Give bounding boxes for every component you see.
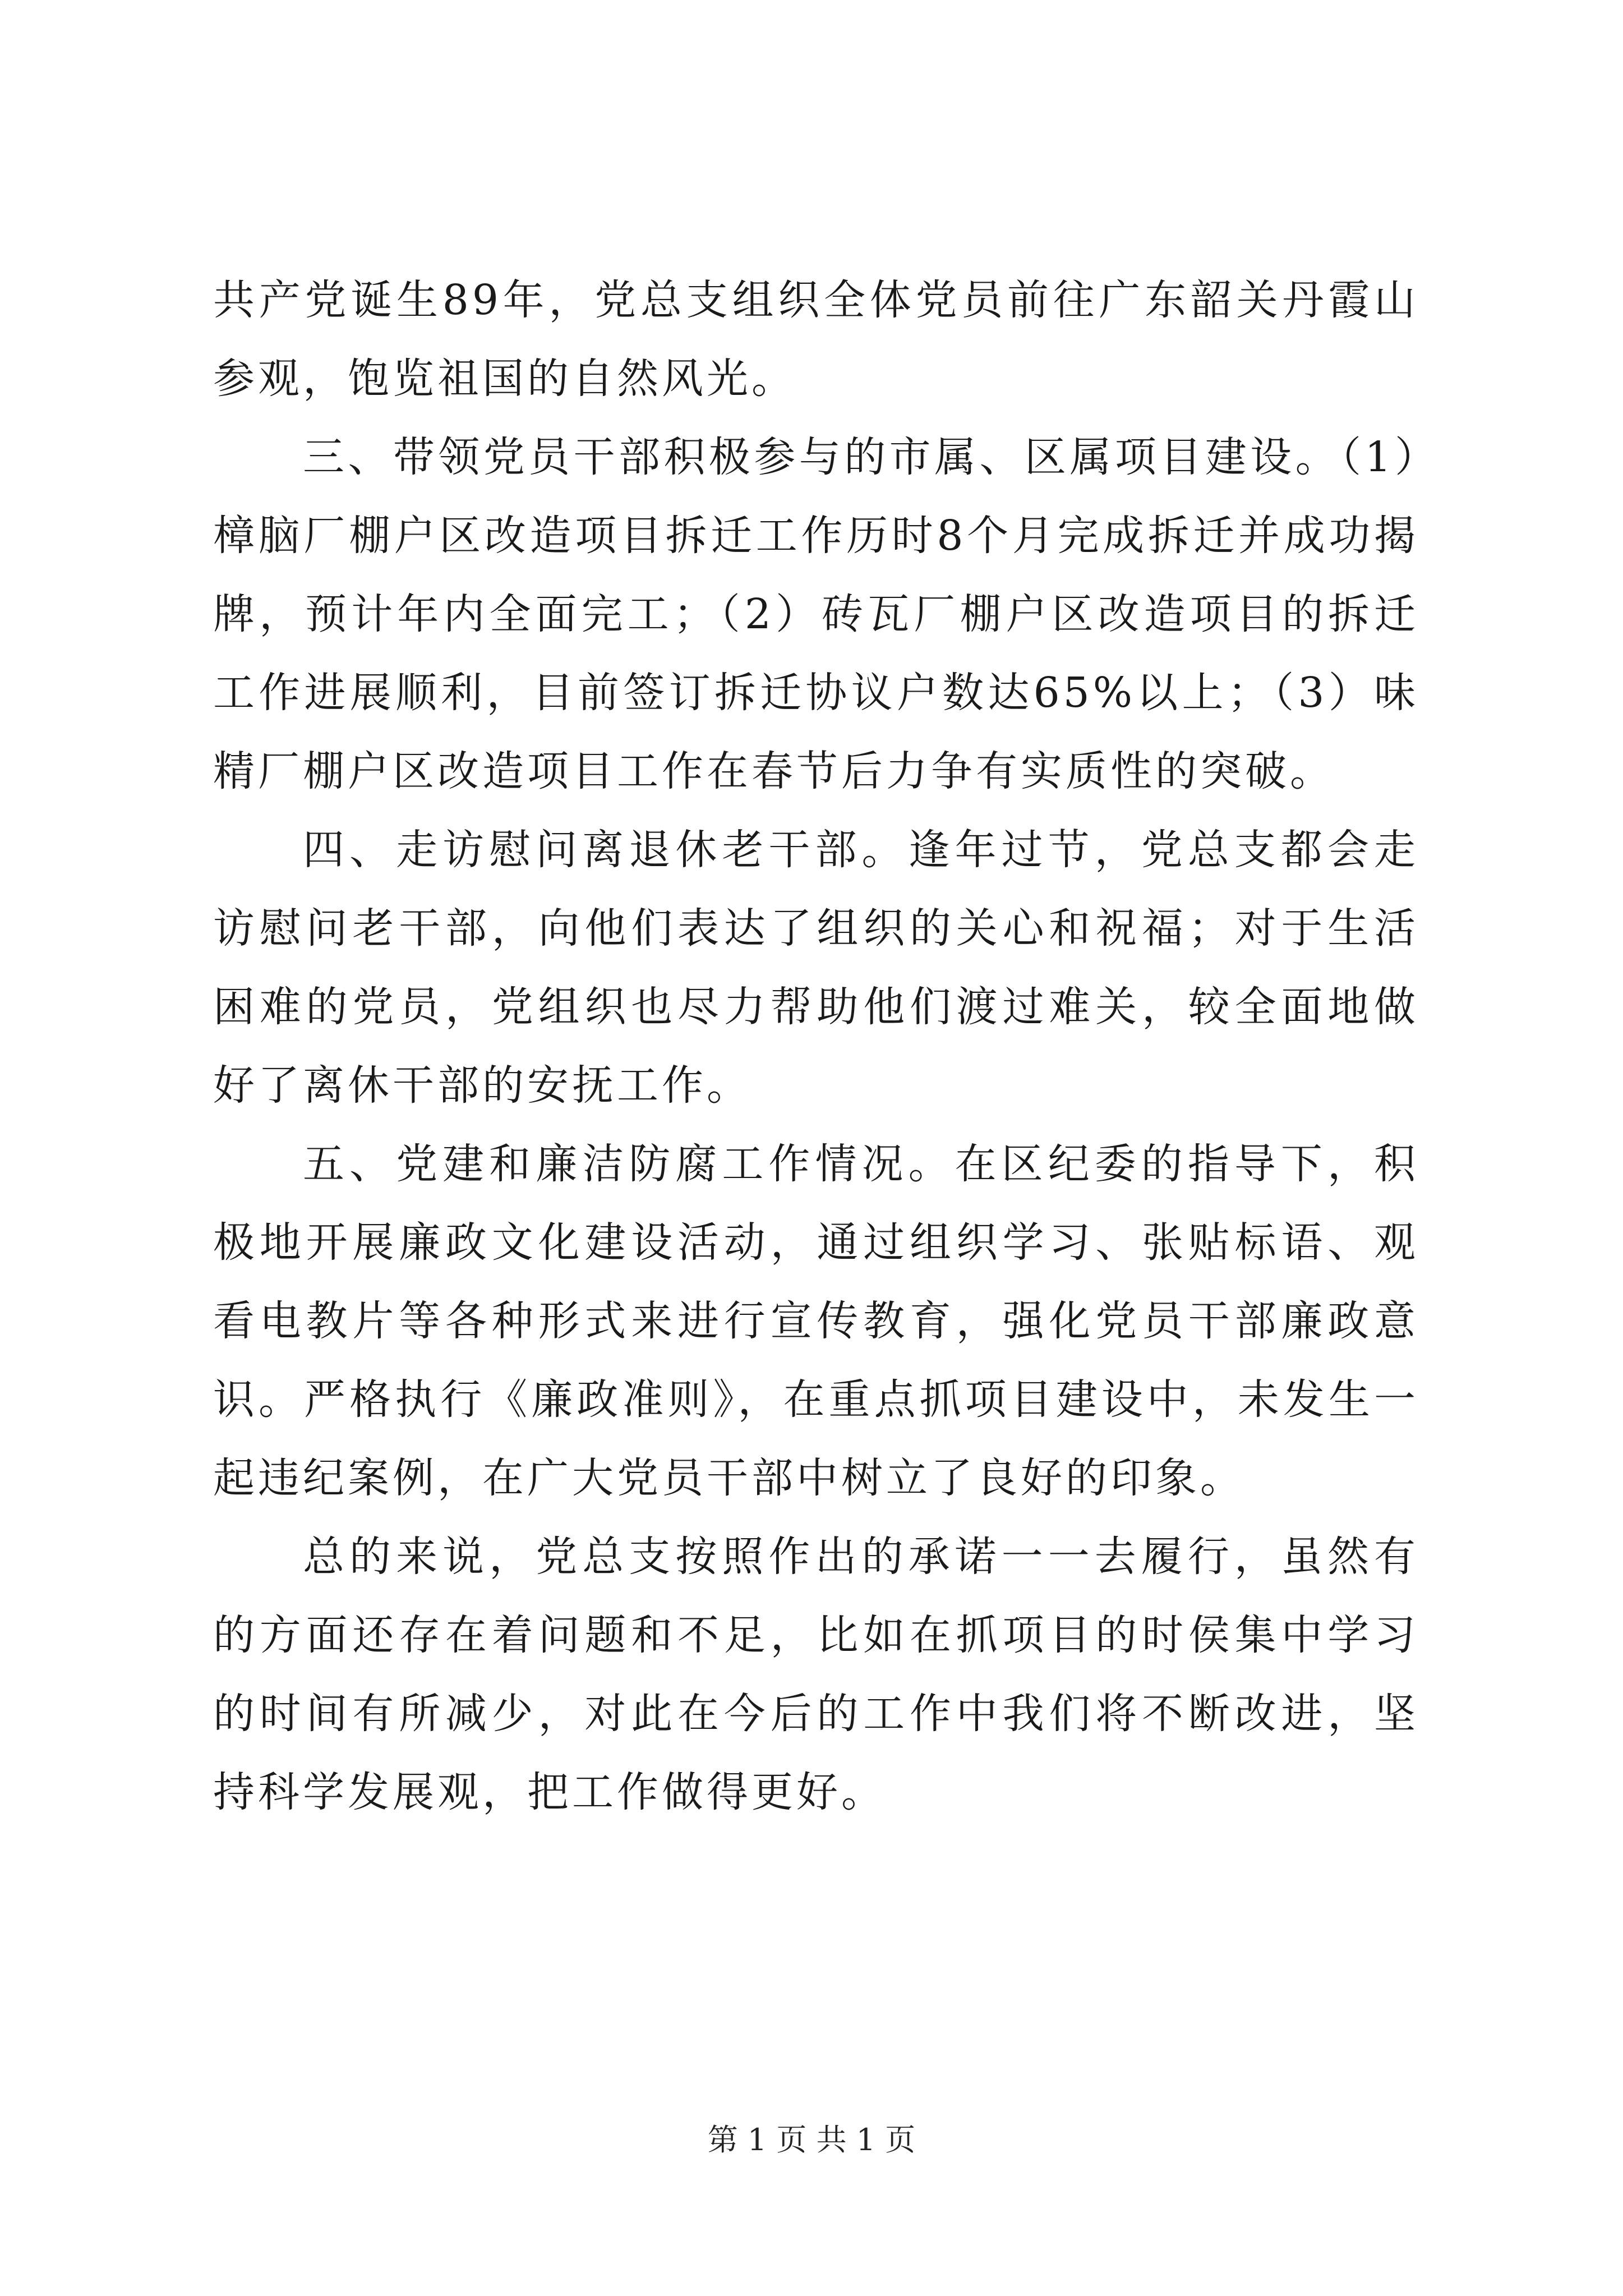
paragraph-section-five: 五、党建和廉洁防腐工作情况。在区纪委的指导下，积极地开展廉政文化建设活动，通过组织学习、张贴标语、观看电教片等各种形式来进行宣传教育，强化党员干部廉政意识。严格执行《廉政准则》，在重点抓项目建设中，未发生一起违纪案例，在广大党员干部中树立了良好的印象。: [213, 1140, 1419, 1502]
paragraph-section-three: 三、带领党员干部积极参与的市属、区属项目建设。（1）樟脑厂棚户区改造项目拆迁工作历时8个月完成拆迁并成功揭牌，预计年内全面完工；（2）砖瓦厂棚户区改造项目的拆迁工作进展顺利，目前签订拆迁协议户数达65%以上；（3）味精厂棚户区改造项目工作在春节后力争有实质性的突破。: [213, 433, 1419, 795]
paragraph-section-four: 四、走访慰问离退休老干部。逢年过节，党总支都会走访慰问老干部，向他们表达了组织的关心和祝福；对于生活困难的党员，党组织也尽力帮助他们渡过难关，较全面地做好了离休干部的安抚工作。: [213, 826, 1419, 1110]
paragraph-summary: 总的来说，党总支按照作出的承诺一一去履行，虽然有的方面还存在着问题和不足，比如在抓项目的时侯集中学习的时间有所减少，对此在今后的工作中我们将不断改进，坚持科学发展观，把工作做得更好。: [213, 1533, 1419, 1816]
paragraph-continuation: 共产党诞生89年，党总支组织全体党员前往广东韶关丹霞山参观，饱览祖国的自然风光。: [213, 276, 1419, 403]
page-footer: 第 1 页 共 1 页: [707, 2122, 916, 2157]
document-body: [213, 261, 1419, 1832]
